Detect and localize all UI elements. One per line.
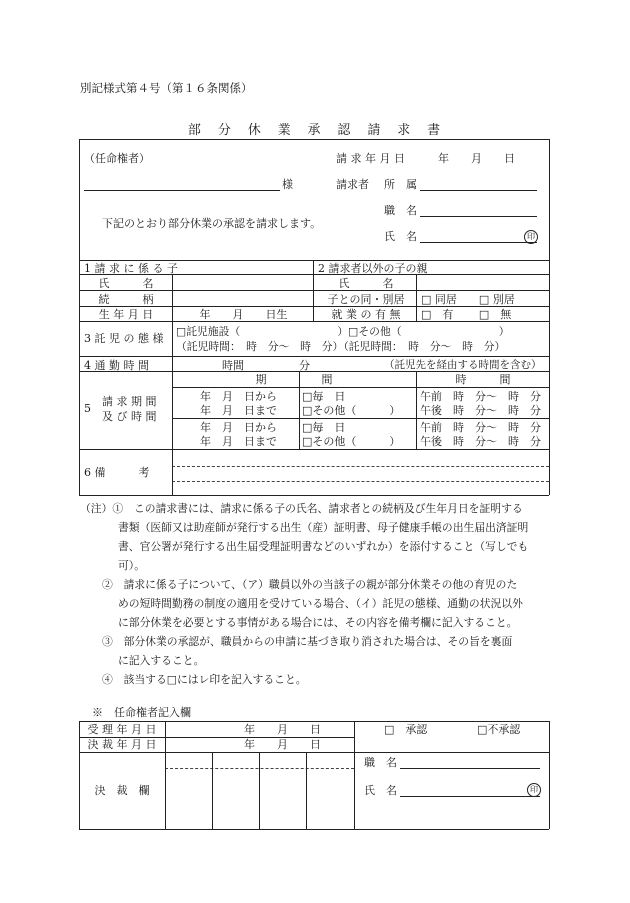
sec6-title: 6 備 考 xyxy=(84,466,150,479)
sec4-title: 4 通 勤 時 間 xyxy=(84,359,149,372)
remarks-field[interactable] xyxy=(174,452,547,493)
sec5-row2-time[interactable]: 午後 時 分～ 時 分 xyxy=(420,404,541,417)
reject-checkbox[interactable]: □不承認 xyxy=(477,723,521,736)
note-line: ② 請求に係る子について、（ア）職員以外の当該子の親が部分休業その他の育児のた xyxy=(102,578,518,591)
authority-name-field[interactable] xyxy=(400,796,540,797)
sec5-row1-date[interactable]: 年 月 日から xyxy=(200,390,277,403)
received-date-value[interactable]: 年 月 日 xyxy=(244,723,321,736)
approve-checkbox[interactable]: □ 承認 xyxy=(384,723,428,736)
note-line: めの短時間勤務の制度の適用を受けている場合、（イ）託児の態様、通勤の状況以外 xyxy=(118,597,523,610)
name-field[interactable] xyxy=(420,242,537,243)
authority-name-line[interactable] xyxy=(84,190,280,191)
sec5-row2-date[interactable]: 年 月 日まで xyxy=(200,404,277,417)
sec4-note: （託児先を経由する時間を含む） xyxy=(384,359,542,371)
sec4-commute-time[interactable]: 時間 分 xyxy=(222,359,310,372)
sec2-cohab-label: 子との同・別居 xyxy=(327,293,405,306)
sec3-care-facility[interactable]: □託児施設（ ）□その他（ ） xyxy=(176,325,510,338)
sec5-time-header: 時 間 xyxy=(455,373,511,386)
sec5-title-line1: 請 求 期 間 xyxy=(102,395,157,408)
sama-label: 様 xyxy=(282,178,293,191)
sec3-title: 3 託 児 の 態 様 xyxy=(84,332,164,345)
received-date-label: 受 理 年 月 日 xyxy=(87,723,157,736)
sec5-row2-option[interactable]: □その他（ ） xyxy=(302,404,401,417)
seal-icon: 印 xyxy=(524,230,538,244)
sec1-relation-label: 続 柄 xyxy=(98,293,154,306)
position-label: 職 名 xyxy=(384,204,417,217)
affiliation-field[interactable] xyxy=(420,190,537,191)
position-field[interactable] xyxy=(420,216,537,217)
decided-date-label: 決 裁 年 月 日 xyxy=(87,738,157,751)
sec5-row4-date[interactable]: 年 月 日まで xyxy=(200,435,277,448)
note-line: 書類（医師又は助産師が発行する出生（産）証明書、母子健康手帳の出生届出済証明 xyxy=(118,521,529,534)
authority-seal-icon: 印 xyxy=(527,783,541,797)
sec5-row1-option[interactable]: □毎 日 xyxy=(302,390,346,403)
sec2-cohab-options[interactable]: □ 同居 □ 別居 xyxy=(421,293,515,306)
sec5-row4-option[interactable]: □その他（ ） xyxy=(302,435,401,448)
sec3-care-hours[interactable]: （託児時間： 時 分～ 時 分）（託児時間： 時 分～ 時 分） xyxy=(176,340,506,353)
sec5-row3-option[interactable]: □毎 日 xyxy=(302,421,346,434)
sec5-row4-time[interactable]: 午後 時 分～ 時 分 xyxy=(420,435,541,448)
authority-label: （任命権者） xyxy=(84,152,150,165)
affiliation-label: 所 属 xyxy=(384,178,417,191)
sec1-name-label: 氏 名 xyxy=(98,277,154,290)
request-date[interactable]: 請 求 年 月 日 年 月 日 xyxy=(336,152,515,165)
sec5-row3-date[interactable]: 年 月 日から xyxy=(200,421,277,434)
sec5-period-header: 期 間 xyxy=(255,373,333,386)
note-line: 可）。 xyxy=(118,559,145,572)
approval-column-label: 決 裁 欄 xyxy=(94,784,150,797)
requester-label: 請求者 xyxy=(336,178,369,191)
sec5-number: 5 xyxy=(84,402,91,415)
sec2-work-options[interactable]: □ 有 □ 無 xyxy=(421,308,512,321)
sec2-title: 2 請求者以外の子の親 xyxy=(318,262,428,275)
note-line: 書、官公署が発行する出生届受理証明書などのいずれか）を添付すること（写しでも xyxy=(118,540,529,553)
note-line: に記入すること。 xyxy=(118,654,205,667)
note-line: （注）① この請求書には、請求に係る子の氏名、請求者との続柄及び生年月日を証明する xyxy=(80,502,523,515)
request-text: 下記のとおり部分休業の承認を請求します。 xyxy=(102,217,322,230)
note-line: ③ 部分休業の承認が、職員からの申請に基づき取り消された場合は、その旨を裏面 xyxy=(102,635,513,648)
sec1-title: 1 請 求 に 係 る 子 xyxy=(84,262,178,275)
name-label: 氏 名 xyxy=(384,230,417,243)
authority-position-label: 職 名 xyxy=(364,756,397,769)
note-line: に部分休業を必要とする事情がある場合には、その内容を備考欄に記入すること。 xyxy=(118,616,518,629)
sec1-birth-label: 生 年 月 日 xyxy=(98,308,154,321)
sec2-work-label: 就 業 の 有 無 xyxy=(331,308,401,321)
sec5-title-line2: 及 び 時 間 xyxy=(102,410,157,423)
sec1-birth-value[interactable]: 年 月 日生 xyxy=(199,308,288,321)
form-id: 別記様式第４号（第１６条関係） xyxy=(80,81,253,95)
sec5-row1-time[interactable]: 午前 時 分～ 時 分 xyxy=(420,390,541,403)
authority-box-title: ※ 任命権者記入欄 xyxy=(92,706,191,719)
decided-date-value[interactable]: 年 月 日 xyxy=(244,738,321,751)
authority-name-label: 氏 名 xyxy=(364,784,397,797)
note-line: ④ 該当する□にはレ印を記入すること。 xyxy=(102,673,307,686)
authority-position-field[interactable] xyxy=(400,768,540,769)
sec5-row3-time[interactable]: 午前 時 分～ 時 分 xyxy=(420,421,541,434)
sec2-name-label: 氏 名 xyxy=(338,277,394,290)
form-title: 部 分 休 業 承 認 請 求 書 xyxy=(187,123,443,138)
